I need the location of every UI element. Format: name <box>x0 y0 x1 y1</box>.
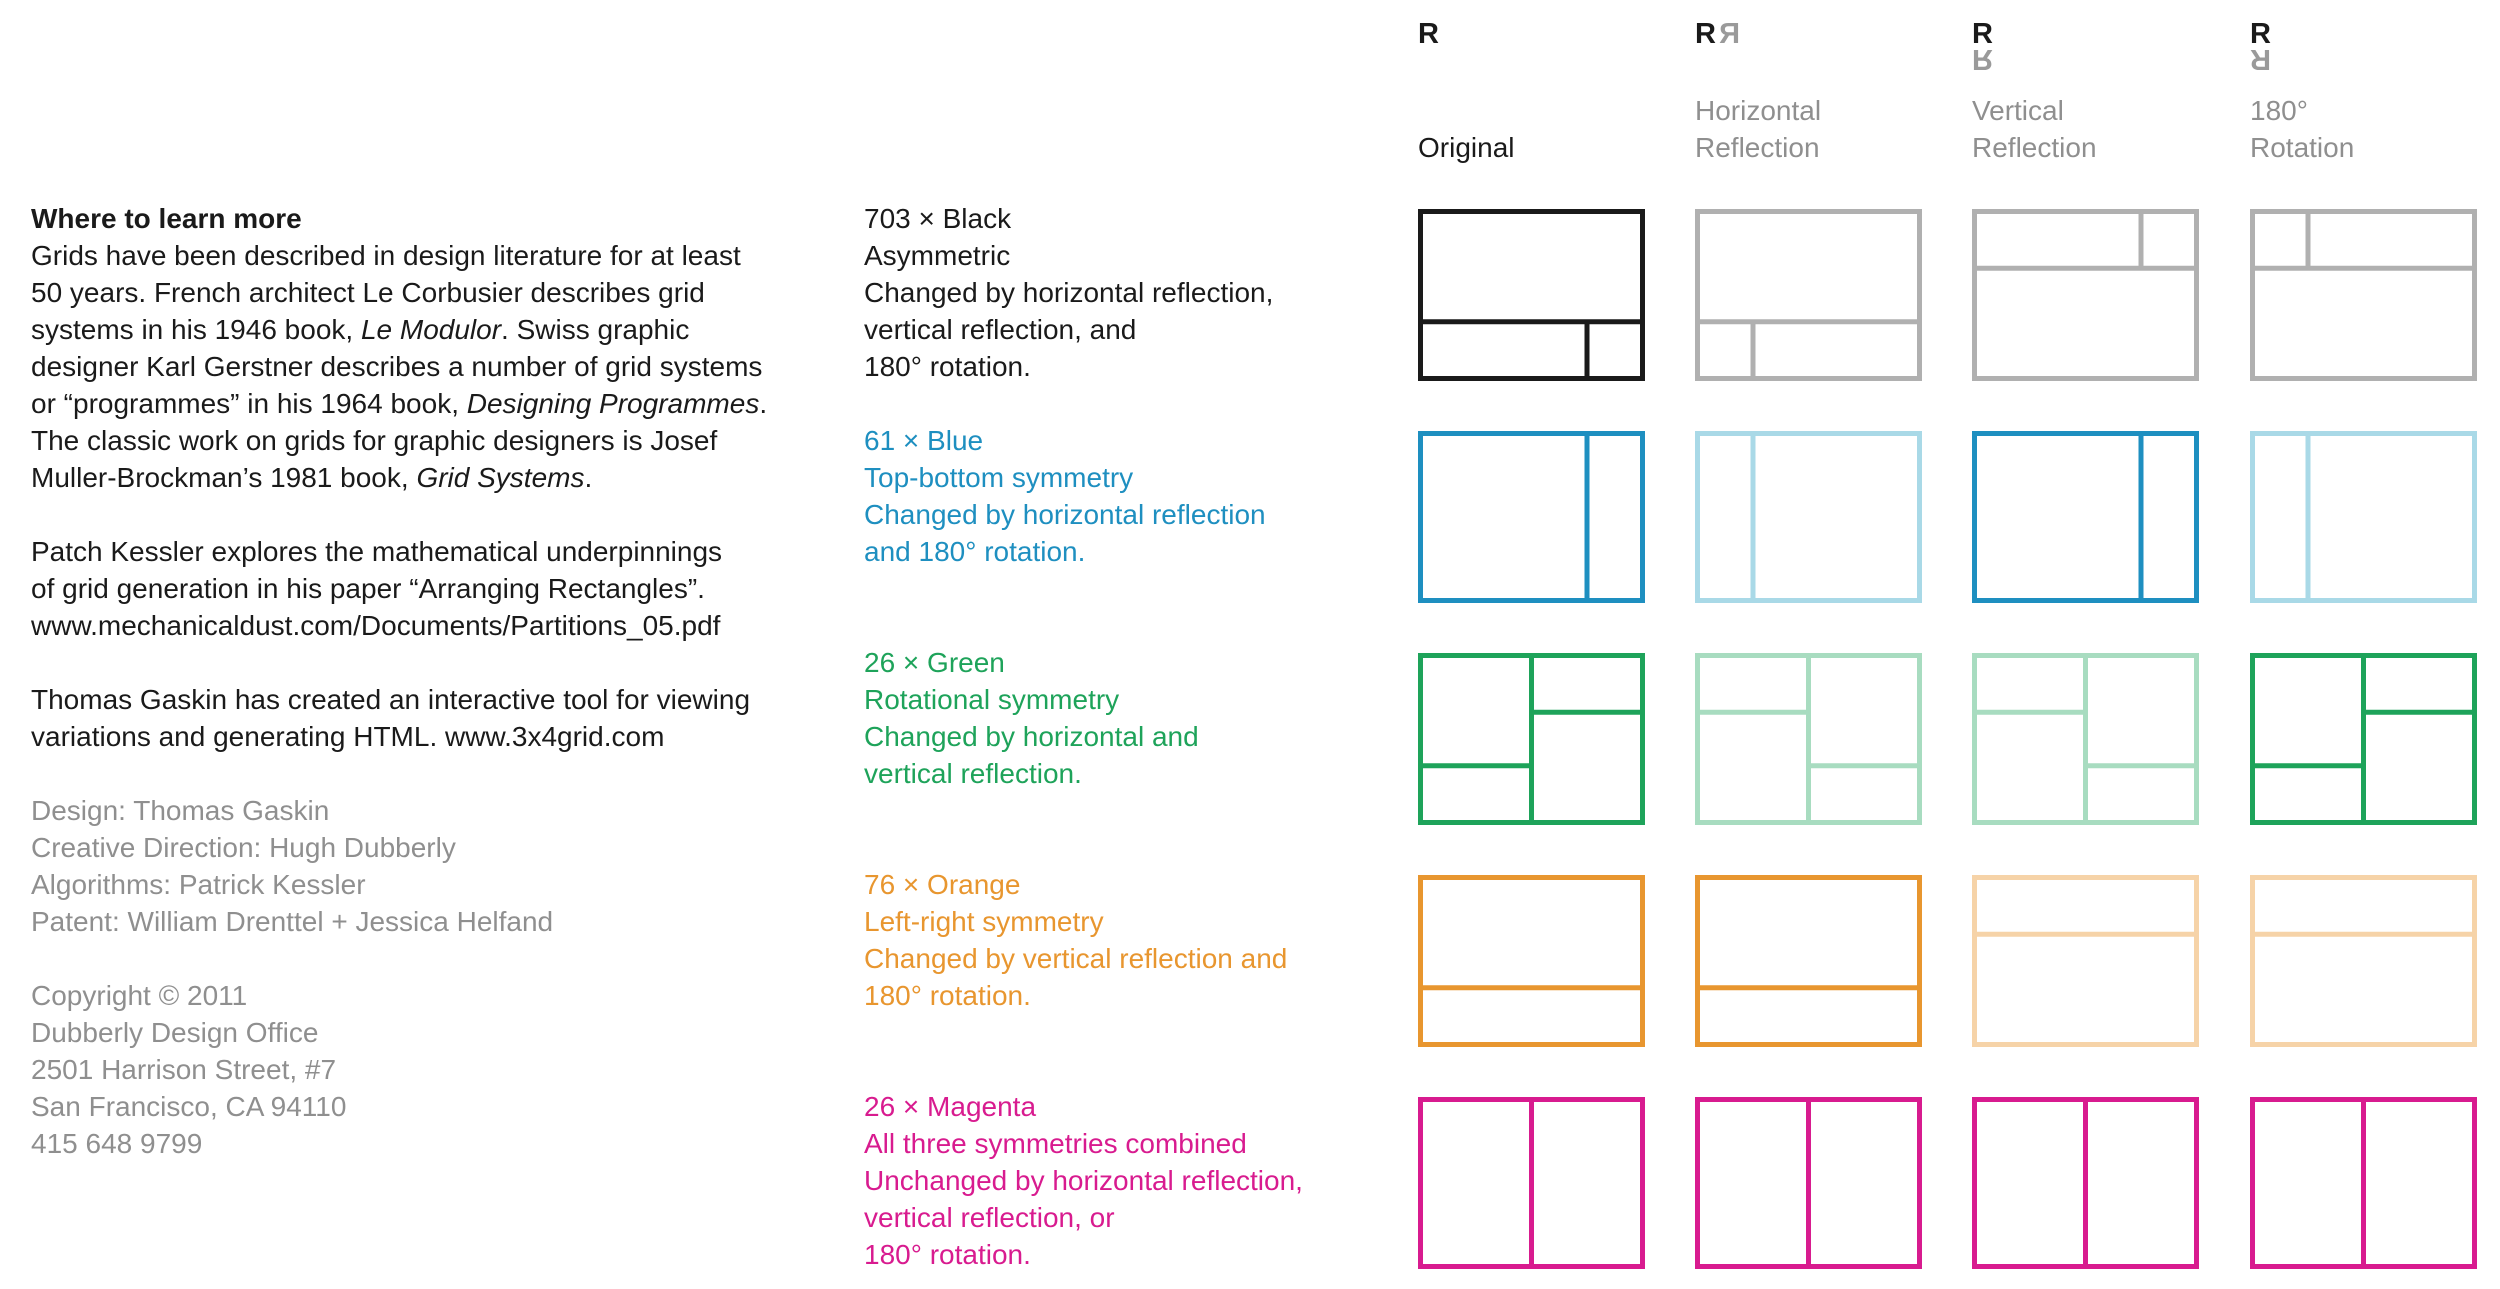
credits-line: Design: Thomas Gaskin <box>31 795 330 826</box>
description-line: All three symmetries combined <box>864 1128 1247 1159</box>
grid-frame <box>1421 434 1643 601</box>
description-line: vertical reflection, and <box>864 314 1137 345</box>
glyph-original: R <box>2250 18 2271 50</box>
grid-magenta-2 <box>1972 1097 2199 1269</box>
grid-svg <box>1972 431 2199 603</box>
copyright-line: 2501 Harrison Street, #7 <box>31 1054 337 1085</box>
description-line: Changed by horizontal reflection, <box>864 277 1274 308</box>
grid-svg <box>2250 653 2477 825</box>
grid-frame <box>1698 878 1920 1045</box>
grid-svg <box>2250 875 2477 1047</box>
text-run: Muller-Brockman’s 1981 book, <box>31 462 417 493</box>
grid-svg <box>1418 875 1645 1047</box>
p3-line: variations and generating HTML. www.3x4grid.com <box>31 721 665 752</box>
book-title: Le Modulor <box>360 314 502 345</box>
column-label: Original <box>1418 132 1515 163</box>
grid-black-1 <box>1695 209 1922 381</box>
history-paragraph <box>31 237 831 496</box>
grid-blue-2 <box>1972 431 2199 603</box>
grid-orange-0 <box>1418 875 1645 1047</box>
description-line: Changed by vertical reflection and <box>864 943 1288 974</box>
column-header-2 <box>1972 20 2232 170</box>
column-header-3 <box>2250 20 2500 170</box>
text-line <box>31 385 831 422</box>
text-run: The classic work on grids for graphic designers is Josef <box>31 425 718 456</box>
kessler-paragraph <box>31 533 831 644</box>
description-line: Changed by horizontal reflection <box>864 499 1266 530</box>
description-line: Unchanged by horizontal reflection, <box>864 1165 1303 1196</box>
p2-line: www.mechanicaldust.com/Documents/Partitions_05.pdf <box>31 610 721 641</box>
p2-line: of grid generation in his paper “Arranging Rectangles”. <box>31 573 705 604</box>
grid-magenta-3 <box>2250 1097 2477 1269</box>
learn-more-section <box>31 200 831 1199</box>
description-line: vertical reflection. <box>864 758 1082 789</box>
grid-black-3 <box>2250 209 2477 381</box>
copyright-line: 415 648 9799 <box>31 1128 203 1159</box>
grid-black-0 <box>1418 209 1645 381</box>
grid-frame <box>1698 212 1920 379</box>
glyph-transformed: R <box>1719 18 1740 50</box>
grid-svg <box>1418 209 1645 381</box>
text-line <box>31 348 831 385</box>
description-line: 76 × Orange <box>864 869 1021 900</box>
grid-blue-3 <box>2250 431 2477 603</box>
description-blue <box>864 422 1384 570</box>
transform-glyph <box>2250 20 2370 80</box>
glyph-original: R <box>1418 18 1439 50</box>
transform-glyph <box>1418 20 1538 80</box>
description-line: 180° rotation. <box>864 351 1031 382</box>
description-green <box>864 644 1384 792</box>
text-run: designer Karl Gerstner describes a number of grid systems <box>31 351 763 382</box>
grid-svg <box>1695 431 1922 603</box>
grid-svg <box>1972 209 2199 381</box>
description-line: 180° rotation. <box>864 1239 1031 1270</box>
column-label: Reflection <box>1972 132 2097 163</box>
grid-frame <box>1421 878 1643 1045</box>
column-label: Reflection <box>1695 132 1820 163</box>
grid-svg <box>1418 431 1645 603</box>
description-line: Changed by horizontal and <box>864 721 1199 752</box>
text-run: systems in his 1946 book, <box>31 314 361 345</box>
glyph-transformed: R <box>2250 43 2271 75</box>
copyright-line: San Francisco, CA 94110 <box>31 1091 347 1122</box>
description-line: Rotational symmetry <box>864 684 1120 715</box>
p2-line: Patch Kessler explores the mathematical underpinnings <box>31 536 723 567</box>
gaskin-paragraph <box>31 681 831 755</box>
text-run: Grids have been described in design literature for at least <box>31 240 741 271</box>
section-heading: Where to learn more <box>31 203 302 234</box>
column-label: 180° <box>2250 95 2308 126</box>
credits-line: Creative Direction: Hugh Dubberly <box>31 832 456 863</box>
text-run: . <box>584 462 593 493</box>
credits-block <box>31 792 831 940</box>
text-line <box>31 274 831 311</box>
grid-green-3 <box>2250 653 2477 825</box>
grid-svg <box>1695 1097 1922 1269</box>
description-magenta <box>864 1088 1384 1273</box>
text-run: 50 years. French architect Le Corbusier describes grid <box>31 277 705 308</box>
description-line: 26 × Green <box>864 647 1005 678</box>
grid-magenta-1 <box>1695 1097 1922 1269</box>
grid-orange-3 <box>2250 875 2477 1047</box>
grid-orange-2 <box>1972 875 2199 1047</box>
p3-line: Thomas Gaskin has created an interactive tool for viewing <box>31 684 751 715</box>
grid-svg <box>1972 653 2199 825</box>
transform-glyph <box>1972 20 2092 80</box>
grid-frame <box>1421 212 1643 379</box>
copyright-block <box>31 977 831 1162</box>
grid-blue-1 <box>1695 431 1922 603</box>
book-title: Grid Systems <box>416 462 585 493</box>
grid-green-2 <box>1972 653 2199 825</box>
grid-black-2 <box>1972 209 2199 381</box>
credits-line: Algorithms: Patrick Kessler <box>31 869 366 900</box>
grid-frame <box>1975 878 2197 1045</box>
glyph-transformed: R <box>1972 43 1993 75</box>
grid-frame <box>1698 434 1920 601</box>
grid-green-1 <box>1695 653 1922 825</box>
grid-blue-0 <box>1418 431 1645 603</box>
glyph-original: R <box>1695 18 1716 50</box>
grid-svg <box>1695 875 1922 1047</box>
text-run: . <box>759 388 768 419</box>
text-line <box>31 422 831 459</box>
grid-svg <box>2250 1097 2477 1269</box>
column-header-1 <box>1695 20 1955 170</box>
description-orange <box>864 866 1384 1014</box>
text-line <box>31 311 831 348</box>
grid-frame <box>2253 212 2475 379</box>
column-header-0 <box>1418 20 1678 170</box>
column-label: Vertical <box>1972 95 2064 126</box>
description-line: 26 × Magenta <box>864 1091 1037 1122</box>
text-run: or “programmes” in his 1964 book, <box>31 388 467 419</box>
description-line: 61 × Blue <box>864 425 984 456</box>
grid-orange-1 <box>1695 875 1922 1047</box>
grid-svg <box>1418 1097 1645 1269</box>
grid-frame <box>1975 434 2197 601</box>
glyph-original: R <box>1972 18 1993 50</box>
grid-frame <box>2253 434 2475 601</box>
column-label: Horizontal <box>1695 95 1822 126</box>
transform-glyph <box>1695 20 1815 80</box>
book-title: Designing Programmes <box>466 388 760 419</box>
text-line <box>31 237 831 274</box>
description-line: and 180° rotation. <box>864 536 1086 567</box>
grid-svg <box>1695 209 1922 381</box>
grid-svg <box>1695 653 1922 825</box>
description-line: vertical reflection, or <box>864 1202 1115 1233</box>
grid-green-0 <box>1418 653 1645 825</box>
grid-svg <box>2250 209 2477 381</box>
description-black <box>864 200 1384 385</box>
grid-svg <box>1972 875 2199 1047</box>
grid-svg <box>1972 1097 2199 1269</box>
description-line: 703 × Black <box>864 203 1012 234</box>
grid-svg <box>1418 653 1645 825</box>
grid-svg <box>2250 431 2477 603</box>
credits-line: Patent: William Drenttel + Jessica Helfand <box>31 906 554 937</box>
grid-frame <box>2253 878 2475 1045</box>
copyright-line: Dubberly Design Office <box>31 1017 319 1048</box>
text-line <box>31 459 831 496</box>
grid-frame <box>1975 212 2197 379</box>
description-line: Asymmetric <box>864 240 1011 271</box>
grid-magenta-0 <box>1418 1097 1645 1269</box>
description-line: 180° rotation. <box>864 980 1031 1011</box>
copyright-line: Copyright © 2011 <box>31 980 248 1011</box>
text-run: . Swiss graphic <box>501 314 690 345</box>
description-line: Left-right symmetry <box>864 906 1104 937</box>
description-line: Top-bottom symmetry <box>864 462 1134 493</box>
column-label: Rotation <box>2250 132 2355 163</box>
